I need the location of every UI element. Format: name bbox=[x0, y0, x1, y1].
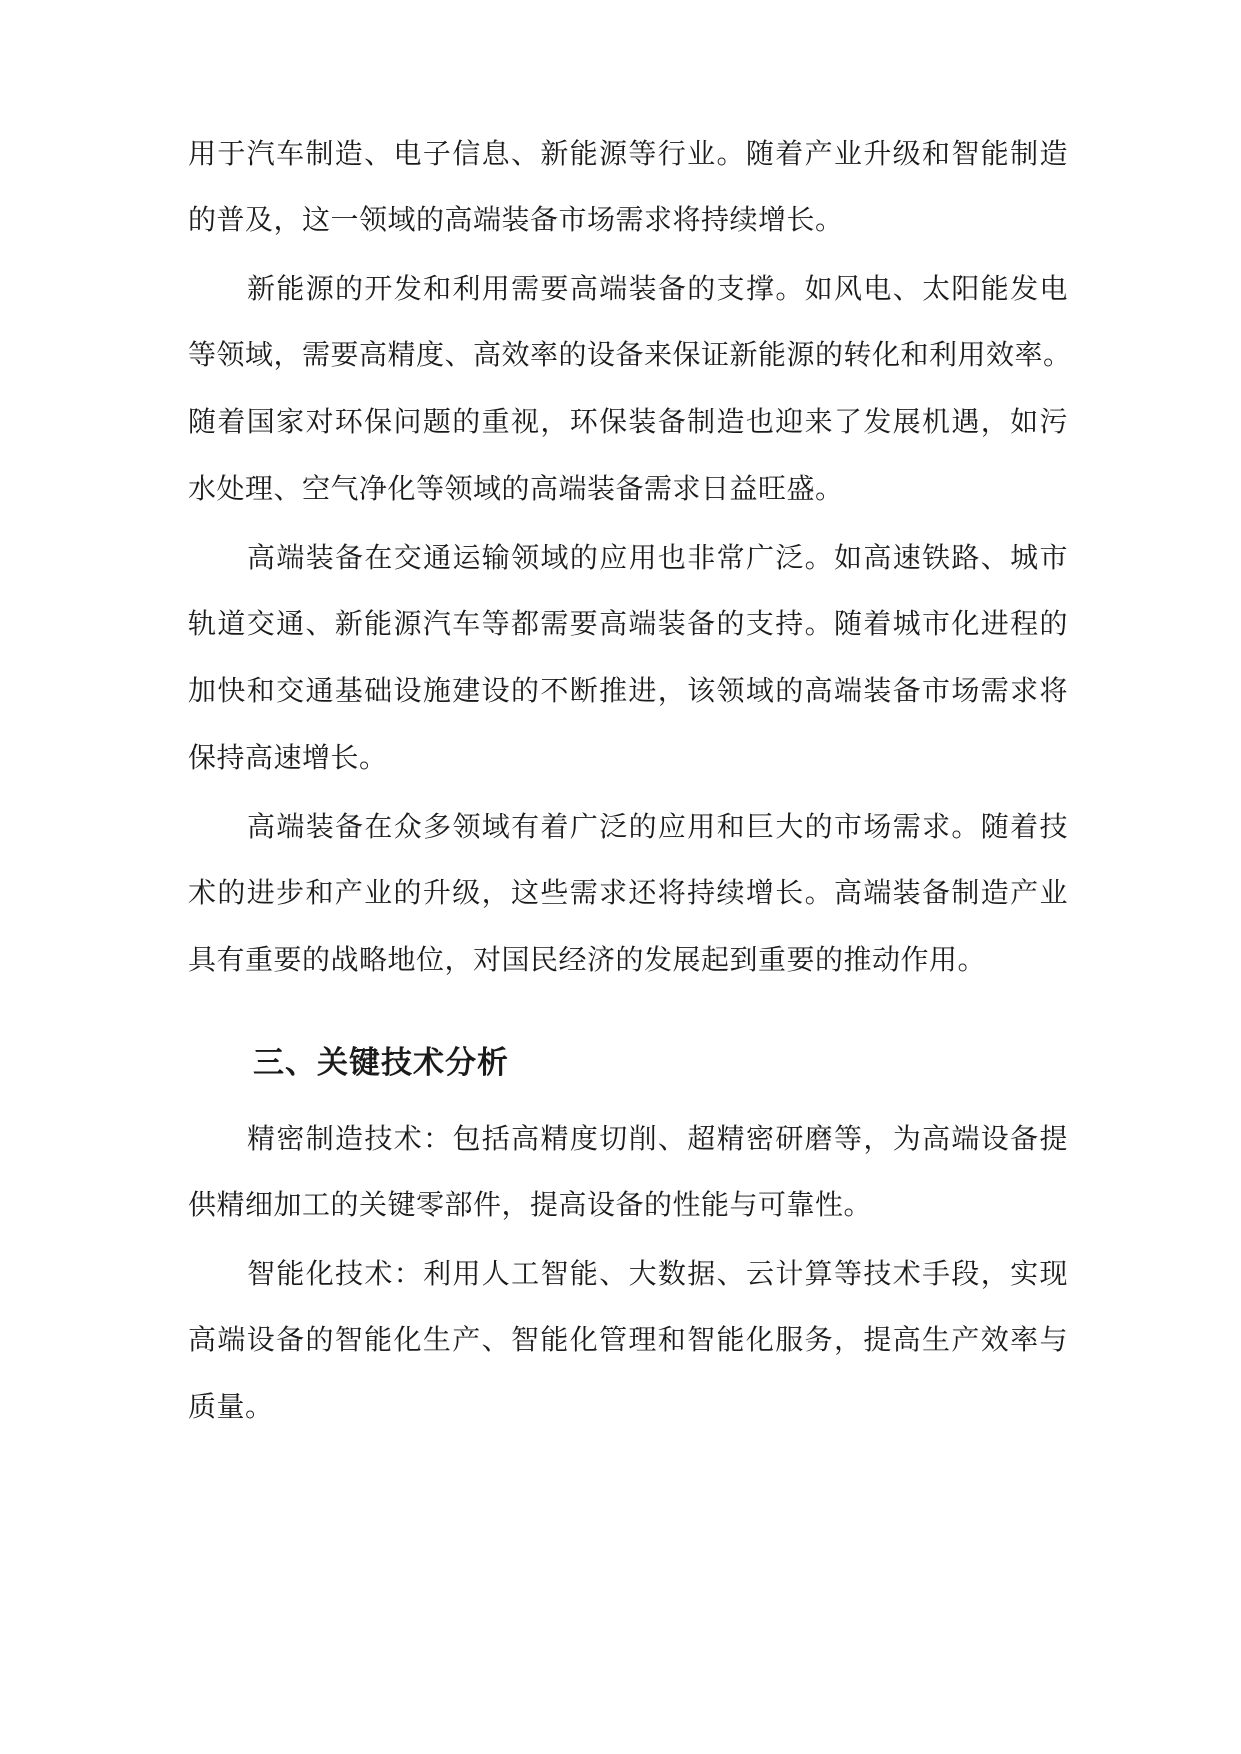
paragraph-4-line-3: 具有重要的战略地位，对国民经济的发展起到重要的推动作用。 bbox=[188, 943, 987, 976]
section-paragraph-2-line-1: 智能化技术：利用人工智能、大数据、云计算等技术手段，实现 bbox=[247, 1257, 1068, 1290]
paragraph-2-line-3: 随着国家对环保问题的重视，环保装备制造也迎来了发展机遇，如污 bbox=[188, 405, 1068, 438]
paragraph-4-line-2: 术的进步和产业的升级，这些需求还将持续增长。高端装备制造产业 bbox=[188, 876, 1068, 909]
section-heading: 三、关键技术分析 bbox=[253, 1045, 509, 1081]
paragraph-2-line-2: 等领域，需要高精度、高效率的设备来保证新能源的转化和利用效率。 bbox=[188, 338, 1072, 371]
paragraph-2-line-1: 新能源的开发和利用需要高端装备的支撑。如风电、太阳能发电 bbox=[247, 272, 1068, 305]
paragraph-2-line-4: 水处理、空气净化等领域的高端装备需求日益旺盛。 bbox=[188, 472, 844, 505]
paragraph-4-line-1: 高端装备在众多领域有着广泛的应用和巨大的市场需求。随着技 bbox=[247, 810, 1068, 843]
section-paragraph-1-line-2: 供精细加工的关键零部件，提高设备的性能与可靠性。 bbox=[188, 1188, 873, 1221]
paragraph-3-line-4: 保持高速增长。 bbox=[188, 741, 388, 774]
section-paragraph-1-line-1: 精密制造技术：包括高精度切削、超精密研磨等，为高端设备提 bbox=[247, 1122, 1068, 1155]
paragraph-1-line-1: 用于汽车制造、电子信息、新能源等行业。随着产业升级和智能制造 bbox=[188, 137, 1068, 170]
section-paragraph-2-line-3: 质量。 bbox=[188, 1390, 274, 1423]
paragraph-3-line-1: 高端装备在交通运输领域的应用也非常广泛。如高速铁路、城市 bbox=[247, 541, 1068, 574]
paragraph-3-line-2: 轨道交通、新能源汽车等都需要高端装备的支持。随着城市化进程的 bbox=[188, 607, 1068, 640]
paragraph-3-line-3: 加快和交通基础设施建设的不断推进，该领域的高端装备市场需求将 bbox=[188, 674, 1068, 707]
paragraph-1-line-2: 的普及，这一领域的高端装备市场需求将持续增长。 bbox=[188, 203, 844, 236]
section-paragraph-2-line-2: 高端设备的智能化生产、智能化管理和智能化服务，提高生产效率与 bbox=[188, 1323, 1068, 1356]
